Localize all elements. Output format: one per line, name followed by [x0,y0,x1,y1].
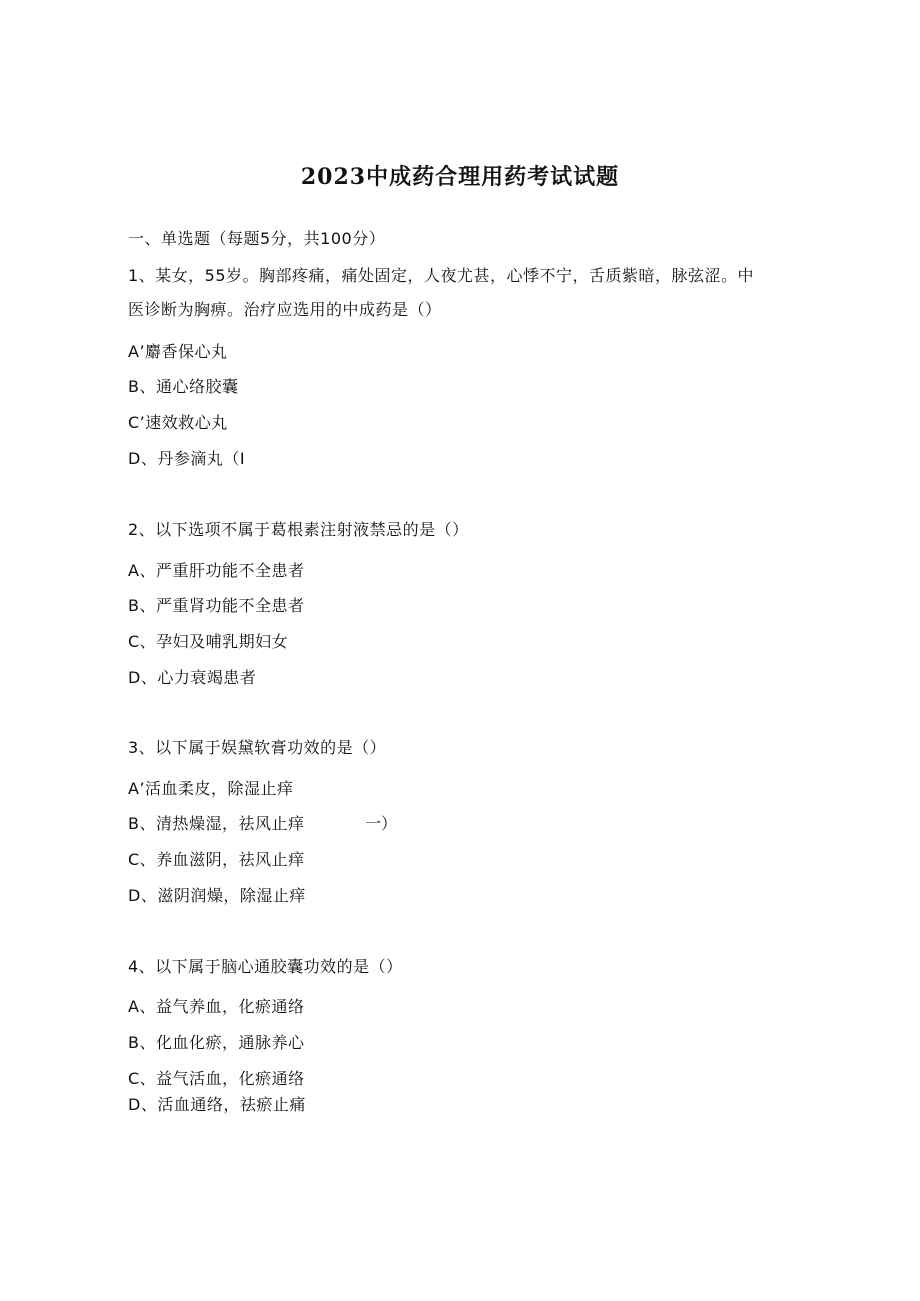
question-4-option-b: B、化血化瘀，通脉养心 [128,1033,305,1052]
question-1-option-b: B、通心络胶囊 [128,377,239,396]
question-3-option-b: B、清热燥湿，祛风止痒 [128,814,305,833]
question-1-stem-line-2: 医诊断为胸痹。治疗应选用的中成药是（） [128,300,442,319]
question-1-option-a: A’麝香保心丸 [128,342,228,361]
question-1-option-c: C’速效救心丸 [128,413,228,432]
question-4-stem: 4、以下属于脑心通胶囊功效的是（） [128,957,403,976]
question-2-option-a: A、严重肝功能不全患者 [128,561,305,580]
question-4-option-c: C、益气活血，化瘀通络 [128,1069,305,1088]
question-3-stray-mark: 一） [365,814,398,833]
question-1-stem-line-1: 1、某女，55岁。胸部疼痛，痛处固定，人夜尤甚，心悸不宁，舌质紫暗，脉弦涩。中 [128,266,755,285]
question-4-option-a: A、益气养血，化瘀通络 [128,997,305,1016]
question-3-option-a: A’活血柔皮，除湿止痒 [128,779,294,798]
question-2-option-b: B、严重肾功能不全患者 [128,596,305,615]
question-1-option-d: D、丹参滴丸（I [128,449,246,468]
question-2-option-d: D、心力衰竭患者 [128,668,257,687]
question-2-option-c: C、孕妇及哺乳期妇女 [128,632,289,651]
question-4-option-d: D、活血通络，祛瘀止痛 [128,1095,306,1114]
page-title: 2023中成药合理用药考试试题 [300,164,620,190]
section-heading: 一、单选题（每题5分，共100分） [128,229,386,248]
question-2-stem: 2、以下选项不属于葛根素注射液禁忌的是（） [128,520,469,539]
question-3-stem: 3、以下属于娱黛软膏功效的是（） [128,738,387,757]
question-3-option-d: D、滋阴润燥，除湿止痒 [128,886,306,905]
question-3-option-c: C、养血滋阴，祛风止痒 [128,850,305,869]
